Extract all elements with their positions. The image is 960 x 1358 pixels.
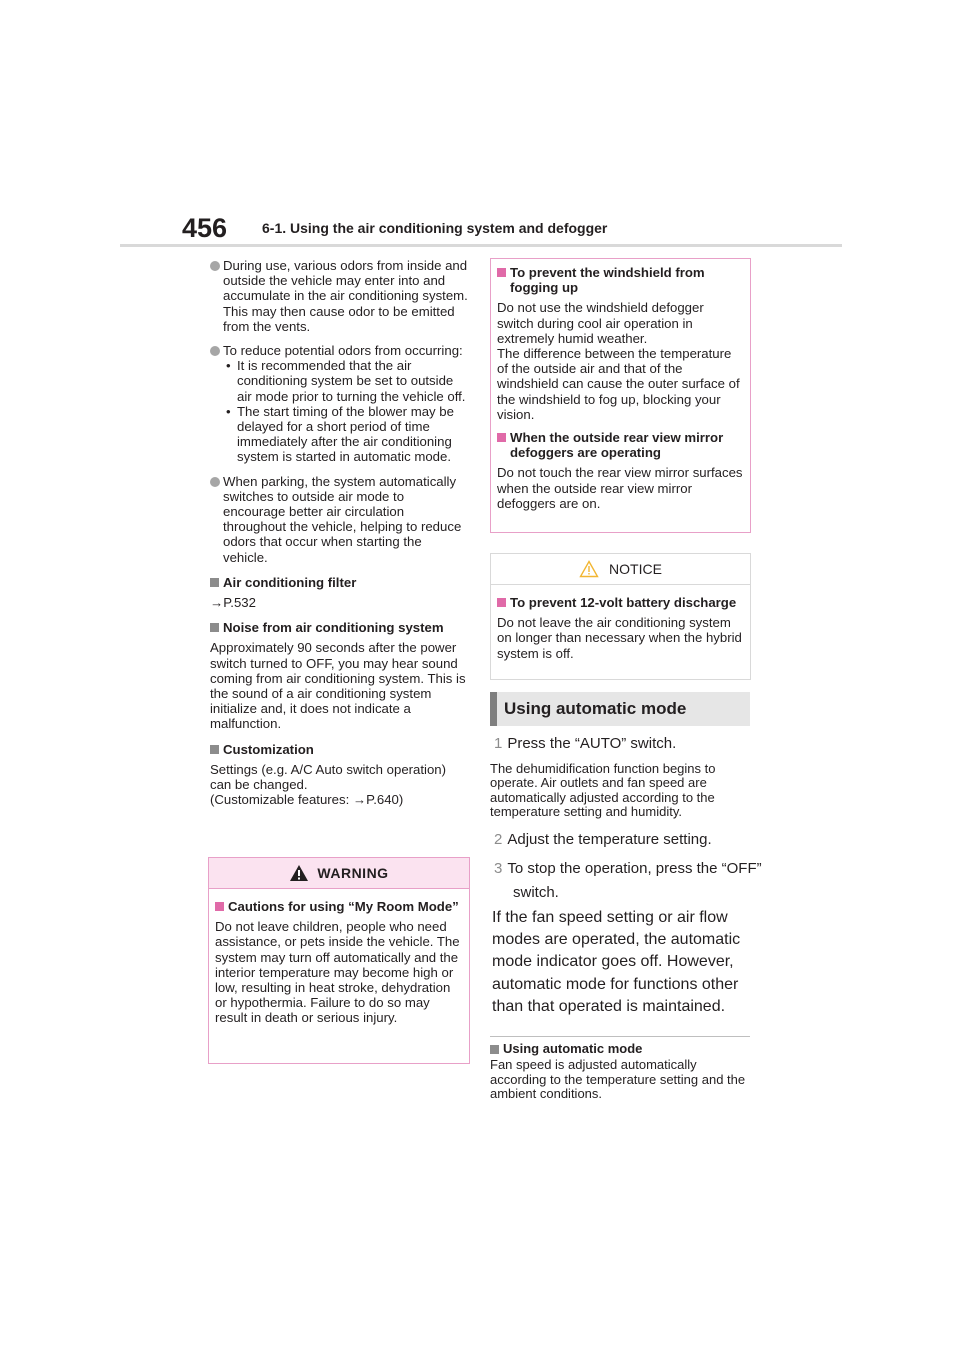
bullet-text: During use, various odors from inside and outside the vehicle may enter into and accumulate in the air conditioning system. This may then cause odor to be emitted from the vents. [223, 258, 468, 334]
square-bullet-icon [210, 745, 219, 754]
warning-label: WARNING [317, 865, 389, 881]
left-column [210, 258, 468, 808]
square-bullet-icon [215, 902, 224, 911]
bullet-item [210, 474, 468, 565]
step-3 [494, 857, 769, 905]
page-number: 456 [182, 213, 228, 243]
sub-bullet-icon: • [226, 358, 231, 374]
square-bullet-icon [490, 1045, 499, 1054]
bullet-item [210, 258, 468, 334]
auto-mode-paragraph: If the fan speed setting or air flow modes are operated, the automatic mode indicator goes off. However, automatic mode for functions other than that operated is maintained. [492, 909, 741, 1015]
sub-item-text: It is recommended that the air conditioning system be set to outside air mode prior to turning the vehicle off. [237, 358, 466, 404]
caution-body [491, 259, 750, 511]
mirror-heading: When the outside rear view mirror defoggers are operating [497, 430, 744, 460]
notice-box [490, 553, 751, 680]
step-text: Adjust the temperature setting. [507, 831, 712, 848]
notice-heading: To prevent 12-volt battery discharge [497, 595, 744, 610]
warning-heading: Cautions for using “My Room Mode” [215, 899, 463, 914]
square-bullet-icon [497, 268, 506, 277]
step-2 [494, 829, 750, 851]
square-bullet-icon [497, 598, 506, 607]
step-text: Press the “AUTO” switch. [507, 735, 677, 752]
customization-reference: (Customizable features: →P.640) [210, 792, 404, 808]
bullet-text: To reduce potential odors from occurring: [223, 343, 463, 359]
auto-mode-sub-section [490, 1042, 752, 1102]
header-rule [120, 244, 842, 247]
bullet-dot-icon [210, 477, 220, 487]
noise-heading: Noise from air conditioning system [210, 620, 468, 635]
section-title: 6-1. Using the air conditioning system and defogger [262, 220, 608, 236]
notice-header [491, 554, 750, 585]
bullet-text: When parking, the system automatically switches to outside air mode to encourage better air circulation throughout the vehicle, helping to reduce odors that occur when starting the vehicle. [223, 473, 462, 565]
customization-heading: Customization [210, 742, 468, 757]
noise-text: Approximately 90 seconds after the power switch turned to OFF, you may hear sound coming from air conditioning system. This is the sound of a air conditioning system initialize and, it does not indicate a malfunction. [210, 640, 466, 732]
square-bullet-icon [497, 433, 506, 442]
sub-item [223, 404, 468, 465]
square-bullet-icon [210, 578, 219, 587]
step-1-description: The dehumidification function begins to operate. Air outlets and fan speed are automatically adjusted according to the temperature setting and humidity. [490, 761, 716, 820]
bullet-dot-icon [210, 261, 220, 271]
auto-mode-sub-heading: Using automatic mode [490, 1042, 752, 1056]
step-text: To stop the operation, press the “OFF” switch. [507, 860, 762, 901]
bullet-item [210, 343, 468, 465]
warning-box [208, 857, 470, 1064]
windshield-text: Do not use the windshield defogger switch during cool air operation in extremely humid weather. [497, 300, 704, 346]
step-number: 2 [494, 831, 503, 848]
windshield-heading: To prevent the windshield from fogging up [497, 265, 744, 295]
customization-text: Settings (e.g. A/C Auto switch operation) can be changed. [210, 761, 447, 793]
notice-text: Do not leave the air conditioning system on longer than necessary when the hybrid system is off. [497, 615, 742, 661]
warning-triangle-icon [289, 864, 309, 882]
filter-heading: Air conditioning filter [210, 575, 468, 590]
sub-bullet-icon: • [226, 403, 231, 419]
sub-item-text: The start timing of the blower may be delayed for a short period of time immediately after the air conditioning system is started in automatic mode. [237, 403, 454, 465]
windshield-text-2: The difference between the temperature of the outside air and that of the windshield can cause the outer surface of the windshield to fog up, blocking your vision. [497, 346, 740, 422]
mirror-text: Do not touch the rear view mirror surfaces when the outside rear view mirror defoggers are on. [497, 465, 743, 511]
warning-header [209, 858, 469, 889]
auto-mode-sub-text: Fan speed is adjusted automatically according to the temperature setting and the ambient conditions. [490, 1057, 746, 1102]
filter-reference: →P.532 [210, 595, 256, 611]
section-banner: Using automatic mode [490, 692, 750, 726]
bullet-dot-icon [210, 346, 220, 356]
notice-body [491, 585, 750, 661]
step-1 [494, 733, 750, 755]
caution-box [490, 258, 751, 533]
warning-body [209, 889, 469, 1026]
notice-triangle-icon [579, 560, 599, 578]
sub-item [223, 358, 468, 404]
square-bullet-icon [210, 623, 219, 632]
divider [490, 1036, 750, 1037]
step-number: 3 [494, 860, 503, 877]
warning-text: Do not leave children, people who need assistance, or pets inside the vehicle. The system may turn off automatically and the interior temperature may become high or low, resulting in heat stroke, dehydration or hypothermia. Failure to do so may result in death or serious injury. [215, 919, 460, 1026]
notice-label: NOTICE [609, 561, 662, 577]
step-number: 1 [494, 735, 503, 752]
